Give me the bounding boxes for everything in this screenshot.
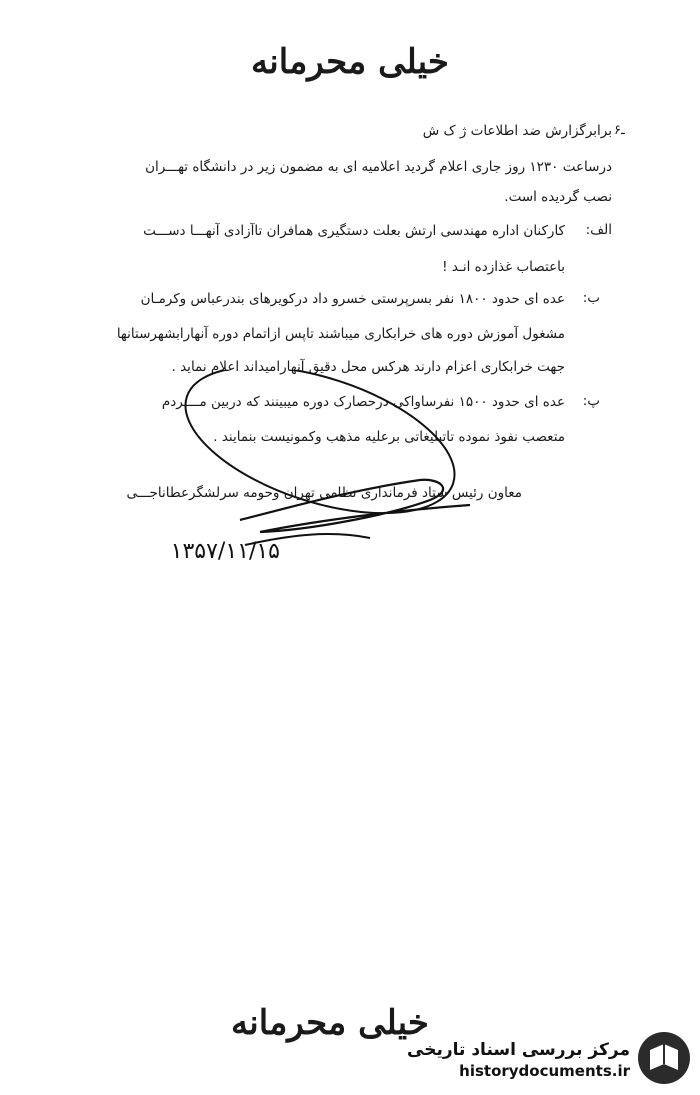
item-number: ۶ـ <box>614 123 625 138</box>
archive-org-name: مرکز بررسی اسناد تاریخی <box>407 1040 630 1060</box>
item-alef-line-2: باعتصاب غذازده انـد ! <box>442 259 565 275</box>
paragraph-line-2: نصب گردیده است. <box>504 189 612 205</box>
handwritten-signature <box>170 370 510 570</box>
archive-website: historydocuments.ir <box>459 1062 630 1080</box>
report-intro-line: برابرگزارش ضد اطلاعات ژ ک ش <box>422 123 612 139</box>
paragraph-line-1: درساعت ۱۲۳۰ روز جاری اعلام گردید اعلامیه ای به مضمون زیر در دانشگاه تهـــران <box>145 159 612 175</box>
item-label-be: ب: <box>582 290 600 306</box>
item-label-alef: الف: <box>585 222 612 238</box>
classification-footer: خیلی محرمانه <box>231 1003 429 1043</box>
classification-header: خیلی محرمانه <box>251 42 449 82</box>
archive-logo-icon <box>636 1030 692 1086</box>
item-be-line-2: مشغول آموزش دوره های خرابکاری میباشند تاپس ازاتمام دوره آنهارابشهرستانها <box>116 326 565 342</box>
item-label-pe: پ: <box>582 393 600 409</box>
item-be-line-1: عده ای حدود ۱۸۰۰ نفر بسرپرستی خسرو داد درکویرهای بندرعباس وکرمـان <box>140 291 565 307</box>
item-alef-line-1: کارکنان اداره مهندسی ارتش بعلت دستگیری همافران تاآزادی آنهـــا دســـت <box>143 223 565 239</box>
item-pe-line-1: عده ای حدود ۱۵۰۰ نفرساواکی درحصارک دوره میبینند که دربین مــــردم <box>161 394 565 410</box>
item-be-line-3: جهت خرابکاری اعزام دارند هرکس محل دقیق آنهارامیداند اعلام نماید . <box>171 359 565 375</box>
signature-title-line: معاون رئیس ستاد فرمانداری نظامی تهران وحومه سرلشگرعطاناجـــی <box>126 485 522 501</box>
item-pe-line-2: متعصب نفوذ نموده تاتبلیغاتی برعلیه مذهب وکمونیست بنمایند . <box>213 429 565 445</box>
handwritten-date: ۱۳۵۷/۱۱/۱۵ <box>170 539 280 564</box>
